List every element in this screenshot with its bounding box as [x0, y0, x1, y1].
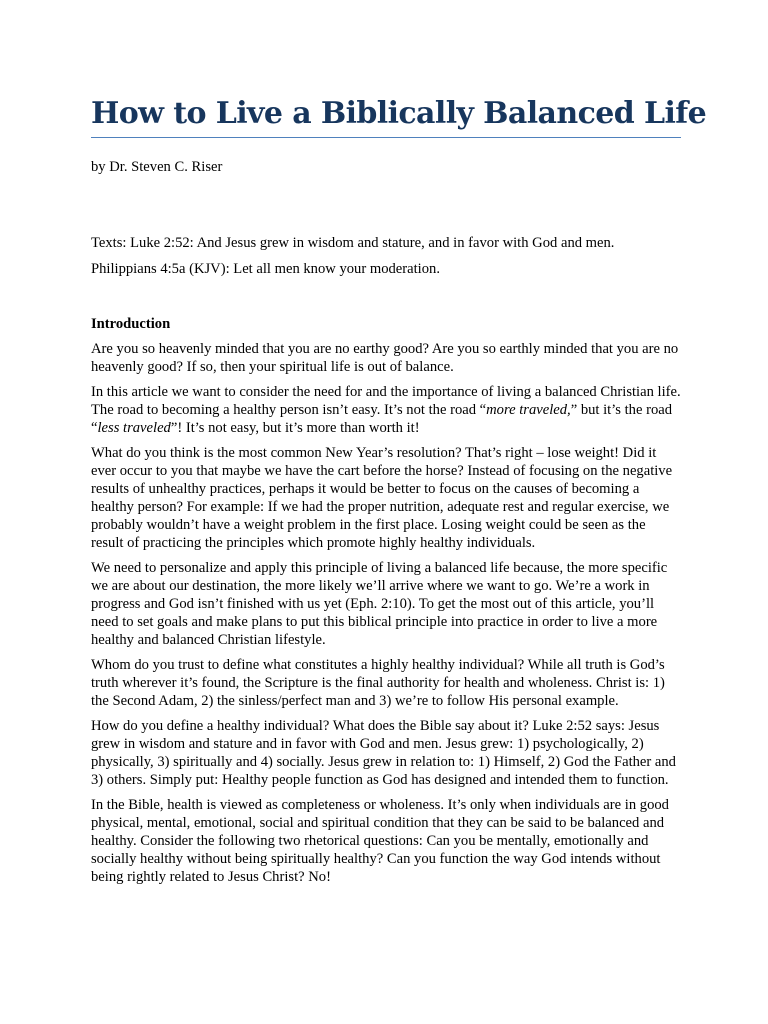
- paragraph-2-text-c: ”! It’s not easy, but it’s more than worth it!: [170, 420, 420, 436]
- document-title: How to Live a Biblically Balanced Life: [91, 96, 707, 131]
- scripture-texts: [91, 234, 681, 286]
- paragraph-4: We need to personalize and apply this principle of living a balanced life because, the more specific we are about our destination, the more likely we’ll arrive where we want to go. We’re a work in progress and God isn’t finished with us yet (Eph. 2:10). To get the most out of this article, you’ll need to set goals and make plans to put this biblical principle into practice in order to live a more healthy and balanced Christian lifestyle.: [91, 560, 668, 648]
- paragraph-2-italic-a: more traveled,: [486, 402, 571, 418]
- paragraph-2: [91, 383, 681, 437]
- section-heading-introduction: Introduction: [91, 316, 171, 332]
- scripture-text-philippians: Philippians 4:5a (KJV): Let all men know your moderation.: [91, 261, 440, 277]
- title-underline-rule: [91, 137, 681, 138]
- article-body: [91, 315, 681, 893]
- scripture-text-luke: Texts: Luke 2:52: And Jesus grew in wisdom and stature, and in favor with God and men.: [91, 235, 615, 251]
- paragraph-5: Whom do you trust to define what constitutes a highly healthy individual? While all truth is God’s truth wherever it’s found, the Scripture is the final authority for health and wholeness. Christ is: 1) the Second Adam, 2) the sinless/perfect man and 3) we’re to follow His personal example.: [91, 657, 665, 709]
- paragraph-6: How do you define a healthy individual? What does the Bible say about it? Luke 2:52 says: Jesus grew in wisdom and stature and in favor with God and men. Jesus grew: 1) psychologically, 2) physically, 3) spiritually and 4) socially. Jesus grew in relation to: 1) Himself, 2) God the Father and 3) others. Simply put: Healthy people function as God has designed and intended them to function.: [91, 718, 676, 788]
- author-byline: by Dr. Steven C. Riser: [91, 159, 223, 175]
- paragraph-2-italic-b: less traveled: [97, 420, 171, 436]
- paragraph-1: Are you so heavenly minded that you are no earthy good? Are you so earthly minded that you are no heavenly good? If so, then your spiritual life is out of balance.: [91, 341, 679, 375]
- paragraph-7: In the Bible, health is viewed as completeness or wholeness. It’s only when individuals are in good physical, mental, emotional, social and spiritual condition that they can be said to be balanced and healthy. Consider the following two rhetorical questions: Can you be mentally, emotionally and socially healthy without being spiritually healthy? Can you function the way God intends without being rightly related to Jesus Christ? No!: [91, 797, 669, 885]
- paragraph-2-text-b: ” but it’s the road “: [91, 402, 673, 436]
- paragraph-2-text-a: In this article we want to consider the need for and the importance of living a balanced Christian life. The road to becoming a healthy person isn’t easy. It’s not the road “: [91, 384, 681, 418]
- paragraph-3: What do you think is the most common New Year’s resolution? That’s right – lose weight! Did it ever occur to you that maybe we have the cart before the horse? Instead of focusing on the negative results of unhealthy practices, perhaps it would be better to focus on the causes of becoming a healthy person? For example: If we had the proper nutrition, adequate rest and regular exercise, we probably wouldn’t have a weight problem in the first place. Losing weight could be seen as the result of practicing the principles which promote highly healthy individuals.: [91, 445, 673, 551]
